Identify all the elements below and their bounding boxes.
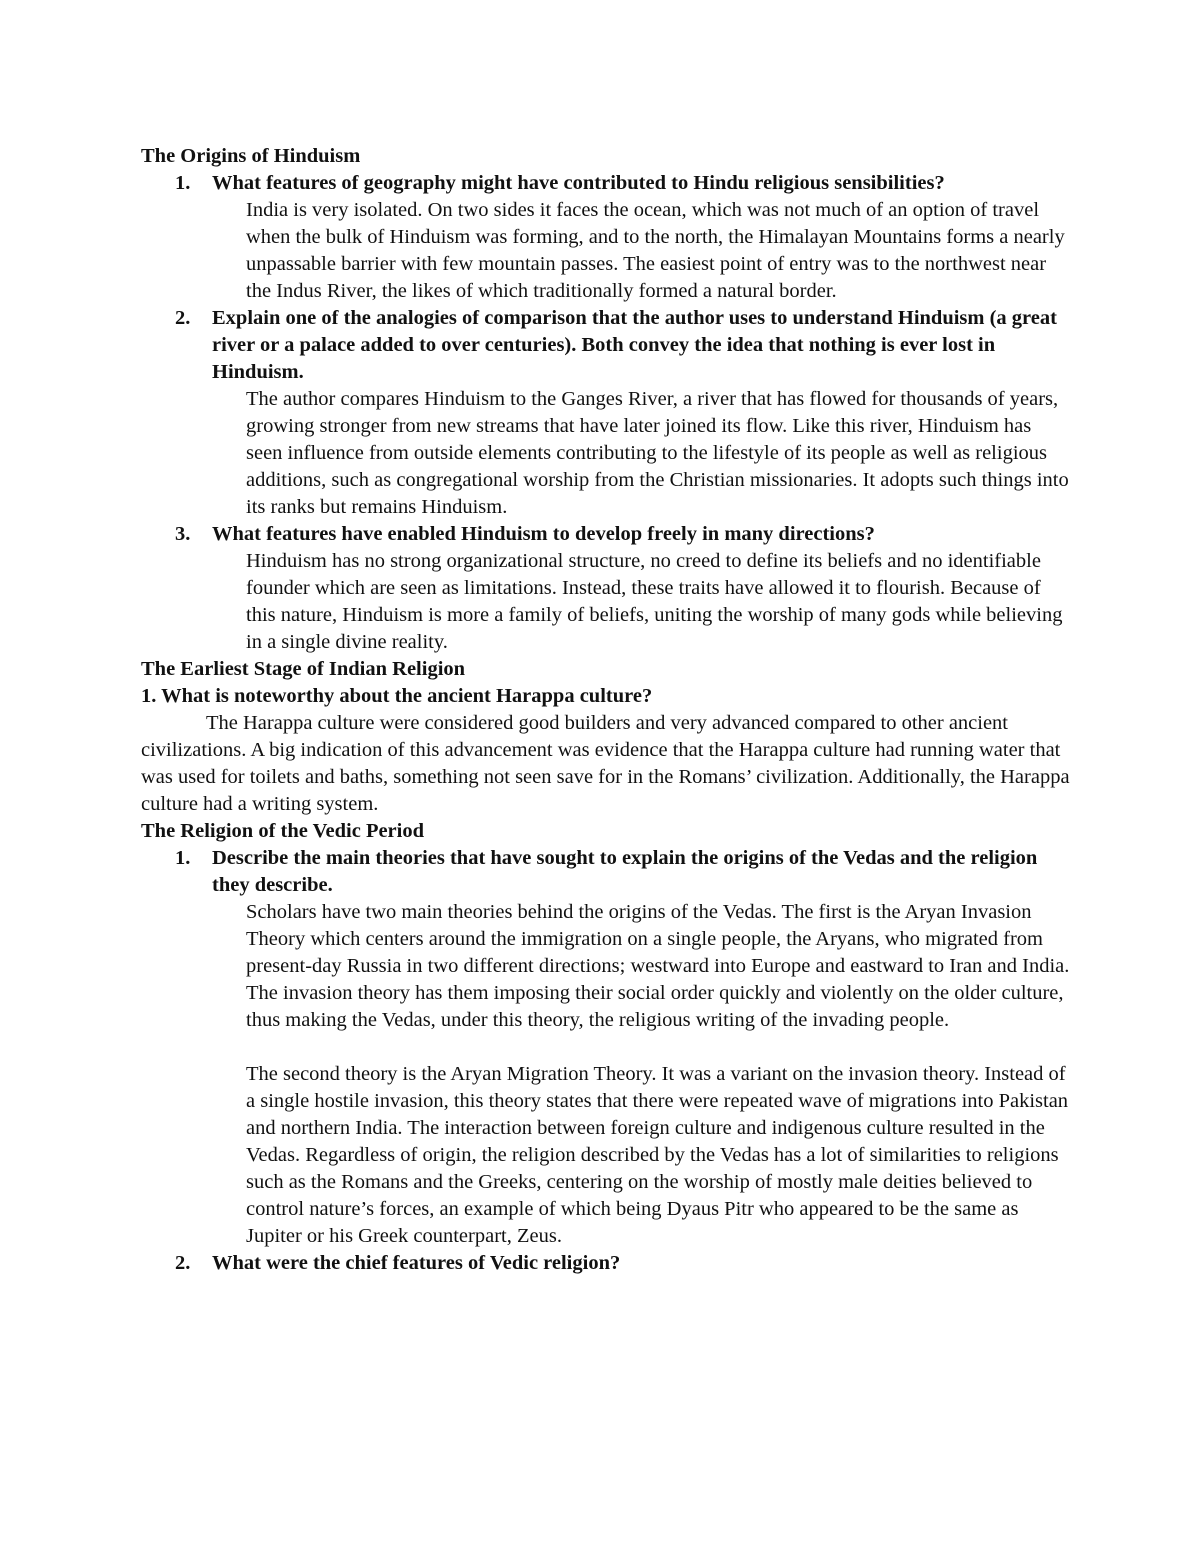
question-origins-3 [141,521,1071,548]
question-number: 2. [175,1252,191,1274]
answer-earliest-1: The Harappa culture were considered good builders and very advanced compared to other ancient civilizations. A big indication of this advancement was evidence that the Harappa culture had running water that was used for toilets and baths, something not seen save for in the Romans’ civilization. Additionally, the Harappa culture had a writing system. [141,712,1070,815]
question-number: 2. [175,307,191,329]
answer-origins-2: The author compares Hinduism to the Ganges River, a river that has flowed for thousands of years, growing stronger from new streams that have later joined its flow. Like this river, Hinduism has seen influence from outside elements contributing to the lifestyle of its people as well as religious additions, such as congregational worship from the Christian missionaries. It adopts such things into its ranks but remains Hinduism. [246,388,1069,518]
question-origins-2 [141,305,1071,386]
answer-vedic-1-paragraph-2: The second theory is the Aryan Migration Theory. It was a variant on the invasion theory. Instead of a single hostile invasion, this theory states that there were repeated wave of migrations into Pakistan and northern India. The interaction between foreign culture and indigenous culture resulted in the Vedas. Regardless of origin, the religion described by the Vedas has a lot of similarities to religions such as the Romans and the Greeks, centering on the worship of mostly male deities believed to control nature’s forces, an example of which being Dyaus Pitr who appeared to be the same as Jupiter or his Greek counterpart, Zeus. [246,1063,1069,1247]
question-number: 3. [175,523,191,545]
question-vedic-2 [141,1250,1071,1277]
question-text: Describe the main theories that have sought to explain the origins of the Vedas and the religion they describe. [212,847,1038,896]
paragraph-spacer [141,1034,1071,1061]
question-earliest-1: 1. What is noteworthy about the ancient Harappa culture? [141,685,653,707]
question-text: What features have enabled Hinduism to develop freely in many directions? [212,523,875,545]
section-heading-earliest: The Earliest Stage of Indian Religion [141,658,466,680]
question-number: 1. [175,172,191,194]
question-number: 1. [175,847,191,869]
section-heading-vedic: The Religion of the Vedic Period [141,820,425,842]
question-vedic-1 [141,845,1071,899]
answer-vedic-1-paragraph-1: Scholars have two main theories behind the origins of the Vedas. The first is the Aryan Invasion Theory which centers around the immigration on a single people, the Aryans, who migrated from present-day Russia in two different directions; westward into Europe and eastward to Iran and India. The invasion theory has them imposing their social order quickly and violently on the older culture, thus making the Vedas, under this theory, the religious writing of the invading people. [246,901,1070,1031]
answer-origins-1: India is very isolated. On two sides it faces the ocean, which was not much of an option of travel when the bulk of Hinduism was forming, and to the north, the Himalayan Mountains forms a nearly unpassable barrier with few mountain passes. The easiest point of entry was to the northwest near the Indus River, the likes of which traditionally formed a natural border. [246,199,1065,302]
question-text: What features of geography might have contributed to Hindu religious sensibilities? [212,172,945,194]
document-body [141,143,1071,1277]
section-heading-origins: The Origins of Hinduism [141,145,361,167]
question-text: Explain one of the analogies of comparison that the author uses to understand Hinduism (a great river or a palace added to over centuries). Both convey the idea that nothing is ever lost in Hinduism. [212,307,1057,383]
answer-origins-3: Hinduism has no strong organizational structure, no creed to define its beliefs and no identifiable founder which are seen as limitations. Instead, these traits have allowed it to flourish. Because of this nature, Hinduism is more a family of beliefs, uniting the worship of many gods while believing in a single divine reality. [246,550,1063,653]
question-origins-1 [141,170,1071,197]
question-text: What were the chief features of Vedic religion? [212,1252,621,1274]
